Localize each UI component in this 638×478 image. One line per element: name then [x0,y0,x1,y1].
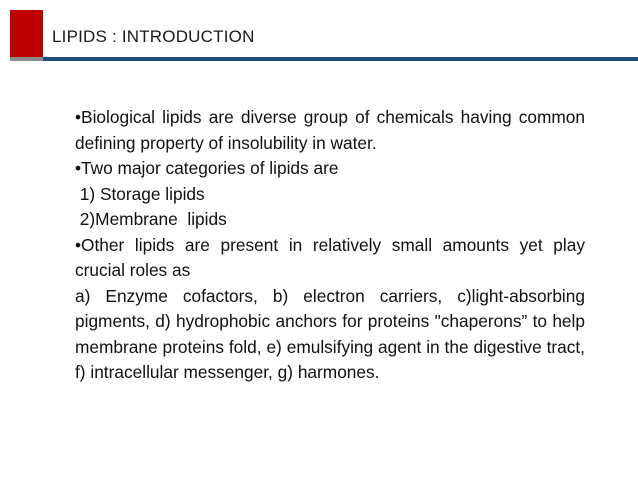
roles-paragraph: a) Enzyme cofactors, b) electron carriers, c)light-absorbing pigments, d) hydrophobic anchors for proteins "chaperons” to help membrane proteins fold, e) emulsifying agent in the digestive tract, f) intracellular messenger, g) harmones. [75,285,585,382]
bullet-biological-lipids: •Biological lipids are diverse group of chemicals having common defining property of insolubility in water. [75,107,585,153]
slide-body [75,105,585,386]
list-item-membrane-lipids: 2)Membrane lipids [75,209,227,229]
title-rule-blue [43,57,638,61]
bullet-two-categories: •Two major categories of lipids are [75,158,339,178]
accent-block [10,10,43,60]
slide-title: LIPIDS : INTRODUCTION [52,27,255,46]
title-rule-gray [10,57,43,61]
bullet-other-lipids: •Other lipids are present in relatively small amounts yet play crucial roles as [75,234,585,280]
list-item-storage-lipids: 1) Storage lipids [75,183,205,204]
